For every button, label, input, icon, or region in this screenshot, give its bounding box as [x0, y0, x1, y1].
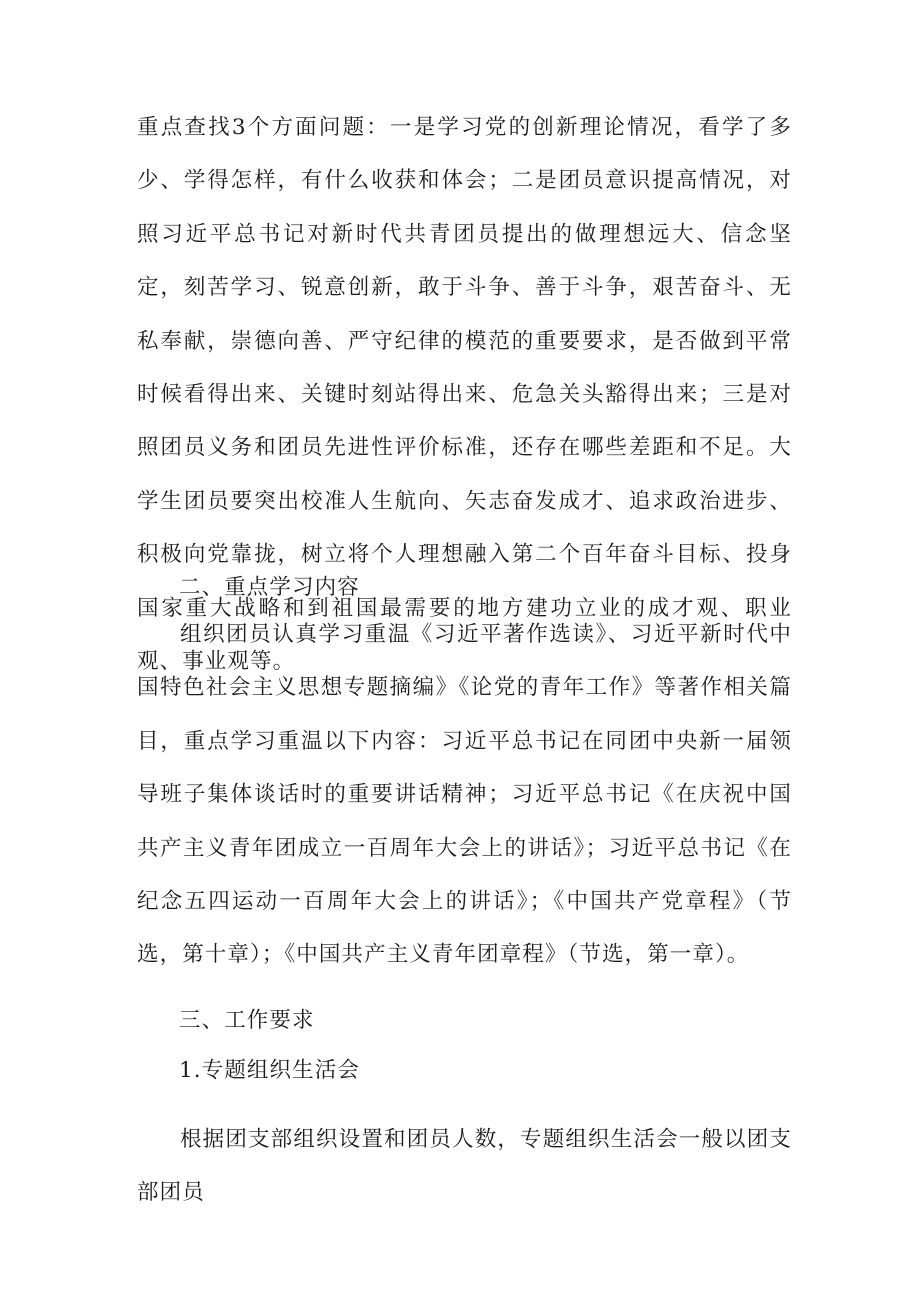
section-heading: 二、重点学习内容	[179, 575, 360, 600]
section-heading: 三、工作要求	[179, 1008, 315, 1033]
body-paragraph: 组织团员认真学习重温《习近平著作选读》、习近平新时代中国特色社会主义思想专题摘编》《论党的青年工作》等著作相关篇目，重点学习重温以下内容：习近平总书记在同团中央新一届领导班子集体谈话时的重要讲话精神；习近平总书记《在庆祝中国共产主义青年团成立一百周年大会上的讲话》；习近平总书记《在纪念五四运动一百周年大会上的讲话》；《中国共产党章程》（节选，第十章）；《中国共产主义青年团章程》（节选，第一章）。	[137, 622, 792, 968]
subsection-heading: 1.专题组织生活会	[179, 1058, 360, 1083]
body-paragraph: 重点查找3个方面问题：一是学习党的创新理论情况，看学了多少、学得怎样，有什么收获和体会；二是团员意识提高情况，对照习近平总书记对新时代共青团员提出的做理想远大、信念坚定，刻苦学习、锐意创新，敢于斗争、善于斗争，艰苦奋斗、无私奉献，崇德向善、严守纪律的模范的重要要求，是否做到平常时候看得出来、关键时刻站得出来、危急关头豁得出来；三是对照团员义务和团员先进性评价标准，还存在哪些差距和不足。大学生团员要突出校准人生航向、矢志奋发成才、追求政治进步、积极向党靠拢，树立将个人理想融入第二个百年奋斗目标、投身国家重大战略和到祖国最需要的地方建功立业的成才观、职业观、事业观等。	[137, 115, 792, 675]
body-paragraph: 根据团支部组织设置和团员人数，专题组织生活会一般以团支部团员	[137, 1127, 792, 1206]
